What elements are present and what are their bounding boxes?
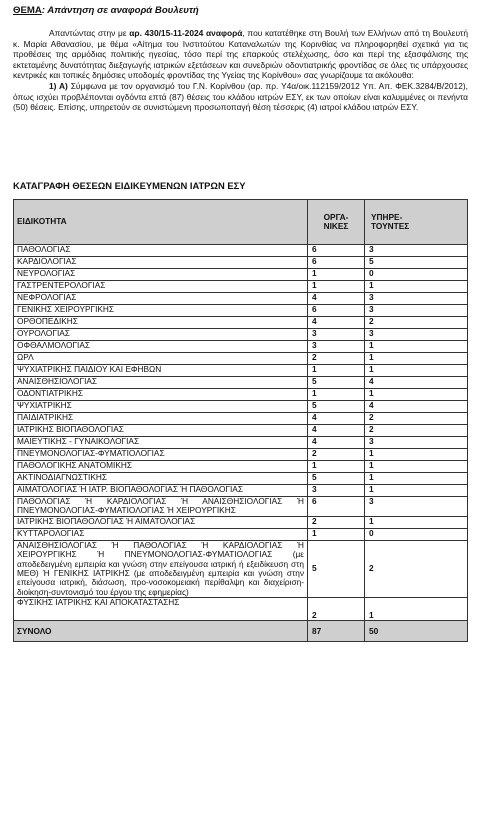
specialty-cell: ΚΑΡΔΙΟΛΟΓΙΑΣ <box>14 257 308 269</box>
serving-cell: 0 <box>365 528 468 540</box>
serving-cell: 2 <box>365 540 468 597</box>
organic-cell: 6 <box>308 257 365 269</box>
table-row <box>14 485 468 497</box>
serving-cell: 1 <box>365 598 468 621</box>
specialty-cell: ΠΑΘΟΛΟΓΙΑΣ <box>14 245 308 257</box>
table-row <box>14 413 468 425</box>
specialty-cell: ΜΑΙΕΥΤΙΚΗΣ - ΓΥΝΑΙΚΟΛΟΓΙΑΣ <box>14 437 308 449</box>
specialty-cell: ΑΝΑΙΣΘΗΣΙΟΛΟΓΙΑΣ <box>14 377 308 389</box>
intro-p1-rest: , που κατατέθηκε στη Βουλή των Ελλήνων από τη Βουλευτή κ. Μαρία Αθανασίου, με θέμα «Αίτημα του Ινστιτούτου Καταναλωτών της Κορινθίας να πληροφορηθεί σχετικά για τις προθέσεις της αρμόδιας πολιτικής ηγεσίας, τόσο περί της επαρκούς στελέχωσης, όσο και περί της εξασφάλισης της εκτεταμένης δυνατότητας διεξαγωγής ιατρικών εξετάσεων και συνεδριών οδοντιατρικής φροντίδας σε όλες τις υπάρχουσες κεντρικές και τοπικές δημόσιες υποδομές φροντίδας της Υγείας της Κορίνθου» σας γνωρίζουμε τα ακόλουθα: <box>13 28 468 81</box>
serving-cell: 3 <box>365 329 468 341</box>
serving-cell: 3 <box>365 497 468 517</box>
table-row <box>14 401 468 413</box>
table-row <box>14 353 468 365</box>
header-organic-line-1: ΟΡΓΑ- <box>323 211 349 222</box>
organic-cell: 5 <box>308 377 365 389</box>
specialty-cell: ΓΕΝΙΚΗΣ ΧΕΙΡΟΥΡΓΙΚΗΣ <box>14 305 308 317</box>
organic-cell: 1 <box>308 281 365 293</box>
header-organic <box>308 200 365 245</box>
subject-label: ΘΕΜΑ <box>13 5 42 16</box>
organic-cell: 2 <box>308 353 365 365</box>
organic-cell: 5 <box>308 473 365 485</box>
serving-cell: 3 <box>365 437 468 449</box>
table-row <box>14 245 468 257</box>
organic-cell: 3 <box>308 329 365 341</box>
specialty-cell: ΠΑΘΟΛΟΓΙΚΗΣ ΑΝΑΤΟΜΙΚΗΣ <box>14 461 308 473</box>
specialty-cell: ΑΙΜΑΤΟΛΟΓΙΑΣ Ή ΙΑΤΡ. ΒΙΟΠΑΘΟΛΟΓΙΑΣ Ή ΠΑΘΟΛΟΓΙΑΣ <box>14 485 308 497</box>
organic-cell: 1 <box>308 389 365 401</box>
specialty-cell: ΟΔΟΝΤΙΑΤΡΙΚΗΣ <box>14 389 308 401</box>
organic-cell: 1 <box>308 365 365 377</box>
serving-cell: 1 <box>365 485 468 497</box>
header-serving-line-2: ΤΟΥΝΤΕΣ <box>371 221 410 231</box>
total-organic: 87 <box>308 621 365 642</box>
organic-cell: 2 <box>308 449 365 461</box>
total-label: ΣΥΝΟΛΟ <box>14 621 308 642</box>
serving-cell: 1 <box>365 365 468 377</box>
table-row <box>14 269 468 281</box>
specialty-cell: ΠΑΘΟΛΟΓΙΑΣ Ή ΚΑΡΔΙΟΛΟΓΙΑΣ Ή ΑΝΑΙΣΘΗΣΙΟΛΟΓΙΑΣ Ή ΠΝΕΥΜΟΝΟΛΟΓΙΑΣ-ΦΥΜΑΤΙΟΛΟΓΙΑΣ Ή ΧΕΙΡΟΥΡΓΙΚΗΣ <box>14 497 308 517</box>
serving-cell: 1 <box>365 473 468 485</box>
intro-p2-text: Σύμφωνα με τον οργανισμό του Γ.Ν. Κορίνθου (αρ. πρ. Υ4α/οικ.112159/2012 Υπ. Απ. ΦΕΚ.3284/Β/2012), όπως ισχύει προβλέπονται ογδόντα επτά (87) θέσεις του κλάδου ιατρών ΕΣΥ, εκ των οποίων είναι καλυμμένες οι πενήντα (50) θέσεις. Επίσης, υπηρετούν σε συνιστώμενη προσωποπαγή θέση τέσσερις (4) ιατροί κλάδου ιατρών ΕΣΥ. <box>13 80 468 113</box>
organic-cell: 6 <box>308 245 365 257</box>
specialty-cell: ΨΥΧΙΑΤΡΙΚΗΣ <box>14 401 308 413</box>
specialty-cell: ΟΡΘΟΠΕΔΙΚΗΣ <box>14 317 308 329</box>
organic-cell: 5 <box>308 401 365 413</box>
subject-text: : Απάντηση σε αναφορά Βουλευτή <box>41 5 199 16</box>
organic-cell: 4 <box>308 425 365 437</box>
specialty-cell: ΦΥΣΙΚΗΣ ΙΑΤΡΙΚΗΣ ΚΑΙ ΑΠΟΚΑΤΑΣΤΑΣΗΣ <box>14 598 308 621</box>
organic-cell: 4 <box>308 437 365 449</box>
total-serving: 50 <box>365 621 468 642</box>
table-row <box>14 425 468 437</box>
table-header-row <box>14 200 468 245</box>
table-row <box>14 449 468 461</box>
table-row <box>14 461 468 473</box>
table-row <box>14 516 468 528</box>
table-row <box>14 437 468 449</box>
header-serving-line-1: ΥΠΗΡΕ- <box>371 211 403 222</box>
specialty-cell: ΝΕΦΡΟΛΟΓΙΑΣ <box>14 293 308 305</box>
organic-cell: 5 <box>308 540 365 597</box>
specialty-cell: ΠΝΕΥΜΟΝΟΛΟΓΙΑΣ-ΦΥΜΑΤΙΟΛΟΓΙΑΣ <box>14 449 308 461</box>
specialty-cell: ΝΕΥΡΟΛΟΓΙΑΣ <box>14 269 308 281</box>
specialty-cell: ΙΑΤΡΙΚΗΣ ΒΙΟΠΑΘΟΛΟΓΙΑΣ Ή ΑΙΜΑΤΟΛΟΓΙΑΣ <box>14 516 308 528</box>
serving-cell: 2 <box>365 425 468 437</box>
serving-cell: 1 <box>365 516 468 528</box>
table-row <box>14 497 468 517</box>
subject-line <box>13 5 199 16</box>
organic-cell: 4 <box>308 317 365 329</box>
table-row <box>14 293 468 305</box>
organic-cell: 4 <box>308 413 365 425</box>
header-specialty: ΕΙΔΙΚΟΤΗΤΑ <box>14 200 308 245</box>
intro-paragraph-2 <box>13 81 468 113</box>
table-row <box>14 317 468 329</box>
organic-cell: 4 <box>308 293 365 305</box>
serving-cell: 2 <box>365 413 468 425</box>
serving-cell: 3 <box>365 245 468 257</box>
table-row <box>14 305 468 317</box>
table-total-row <box>14 621 468 642</box>
section-title: ΚΑΤΑΓΡΑΦΗ ΘΕΣΕΩΝ ΕΙΔΙΚΕΥΜΕΝΩΝ ΙΑΤΡΩΝ ΕΣΥ <box>13 180 246 191</box>
specialty-cell: ΓΑΣΤΡΕΝΤΕΡΟΛΟΓΙΑΣ <box>14 281 308 293</box>
specialty-cell: ΨΥΧΙΑΤΡΙΚΗΣ ΠΑΙΔΙΟΥ ΚΑΙ ΕΦΗΒΩΝ <box>14 365 308 377</box>
organic-cell: 3 <box>308 341 365 353</box>
intro-p1-start: Απαντώντας στην με <box>49 28 130 38</box>
intro-paragraph-1 <box>13 28 468 81</box>
serving-cell: 3 <box>365 293 468 305</box>
table-row <box>14 341 468 353</box>
specialty-cell: ΩΡΛ <box>14 353 308 365</box>
serving-cell: 1 <box>365 341 468 353</box>
specialty-cell: ΑΚΤΙΝΟΔΙΑΓΝΩΣΤΙΚΗΣ <box>14 473 308 485</box>
intro-p1-reference: αρ. 430/15-11-2024 αναφορά <box>129 28 243 38</box>
serving-cell: 4 <box>365 377 468 389</box>
organic-cell: 6 <box>308 497 365 517</box>
table-row <box>14 528 468 540</box>
organic-cell: 2 <box>308 598 365 621</box>
serving-cell: 0 <box>365 269 468 281</box>
serving-cell: 1 <box>365 449 468 461</box>
organic-cell: 2 <box>308 516 365 528</box>
table-row <box>14 598 468 621</box>
specialty-cell: ΑΝΑΙΣΘΗΣΙΟΛΟΓΙΑΣ Ή ΠΑΘΟΛΟΓΙΑΣ Ή ΚΑΡΔΙΟΛΟΓΙΑΣ Ή ΧΕΙΡΟΥΡΓΙΚΗΣ Ή ΠΝΕΥΜΟΝΟΛΟΓΙΑΣ-ΦΥΜΑΤΙΟΛΟΓΙΑΣ (με αποδεδειγμένη εμπειρία και γνώση στην επείγουσα ιατρική ή εξειδίκευση στη ΜΕΘ) Ή ΓΕΝΙΚΗΣ ΙΑΤΡΙΚΗΣ (με αποδεδειγμένη εμπειρία και γνώση στην επείγουσα ιατρική, διάσωση, προ-νοσοκομειακή περίθαλψη και διαχείριση-διοίκηση-συντονισμό του έργου της εφημερίας) <box>14 540 308 597</box>
intro-p2-marker: 1) Α) <box>49 80 68 91</box>
intro-text <box>13 28 468 113</box>
table-row <box>14 365 468 377</box>
organic-cell: 1 <box>308 528 365 540</box>
serving-cell: 5 <box>365 257 468 269</box>
serving-cell: 1 <box>365 461 468 473</box>
serving-cell: 1 <box>365 389 468 401</box>
serving-cell: 3 <box>365 305 468 317</box>
table-row <box>14 473 468 485</box>
table-row <box>14 389 468 401</box>
organic-cell: 1 <box>308 461 365 473</box>
organic-cell: 3 <box>308 485 365 497</box>
serving-cell: 1 <box>365 353 468 365</box>
header-serving <box>365 200 468 245</box>
table-row <box>14 329 468 341</box>
specialty-cell: ΙΑΤΡΙΚΗΣ ΒΙΟΠΑΘΟΛΟΓΙΑΣ <box>14 425 308 437</box>
organic-cell: 1 <box>308 269 365 281</box>
table-row <box>14 257 468 269</box>
table-row <box>14 281 468 293</box>
serving-cell: 2 <box>365 317 468 329</box>
specialty-cell: ΚΥΤΤΑΡΟΛΟΓΙΑΣ <box>14 528 308 540</box>
serving-cell: 4 <box>365 401 468 413</box>
organic-cell: 6 <box>308 305 365 317</box>
table-body <box>14 245 468 642</box>
header-organic-line-2: ΝΙΚΕΣ <box>323 221 349 231</box>
table-row <box>14 377 468 389</box>
specialty-cell: ΠΑΙΔΙΑΤΡΙΚΗΣ <box>14 413 308 425</box>
table-row <box>14 540 468 597</box>
specialties-table <box>13 199 468 642</box>
specialty-cell: ΟΥΡΟΛΟΓΙΑΣ <box>14 329 308 341</box>
serving-cell: 1 <box>365 281 468 293</box>
specialty-cell: ΟΦΘΑΛΜΟΛΟΓΙΑΣ <box>14 341 308 353</box>
